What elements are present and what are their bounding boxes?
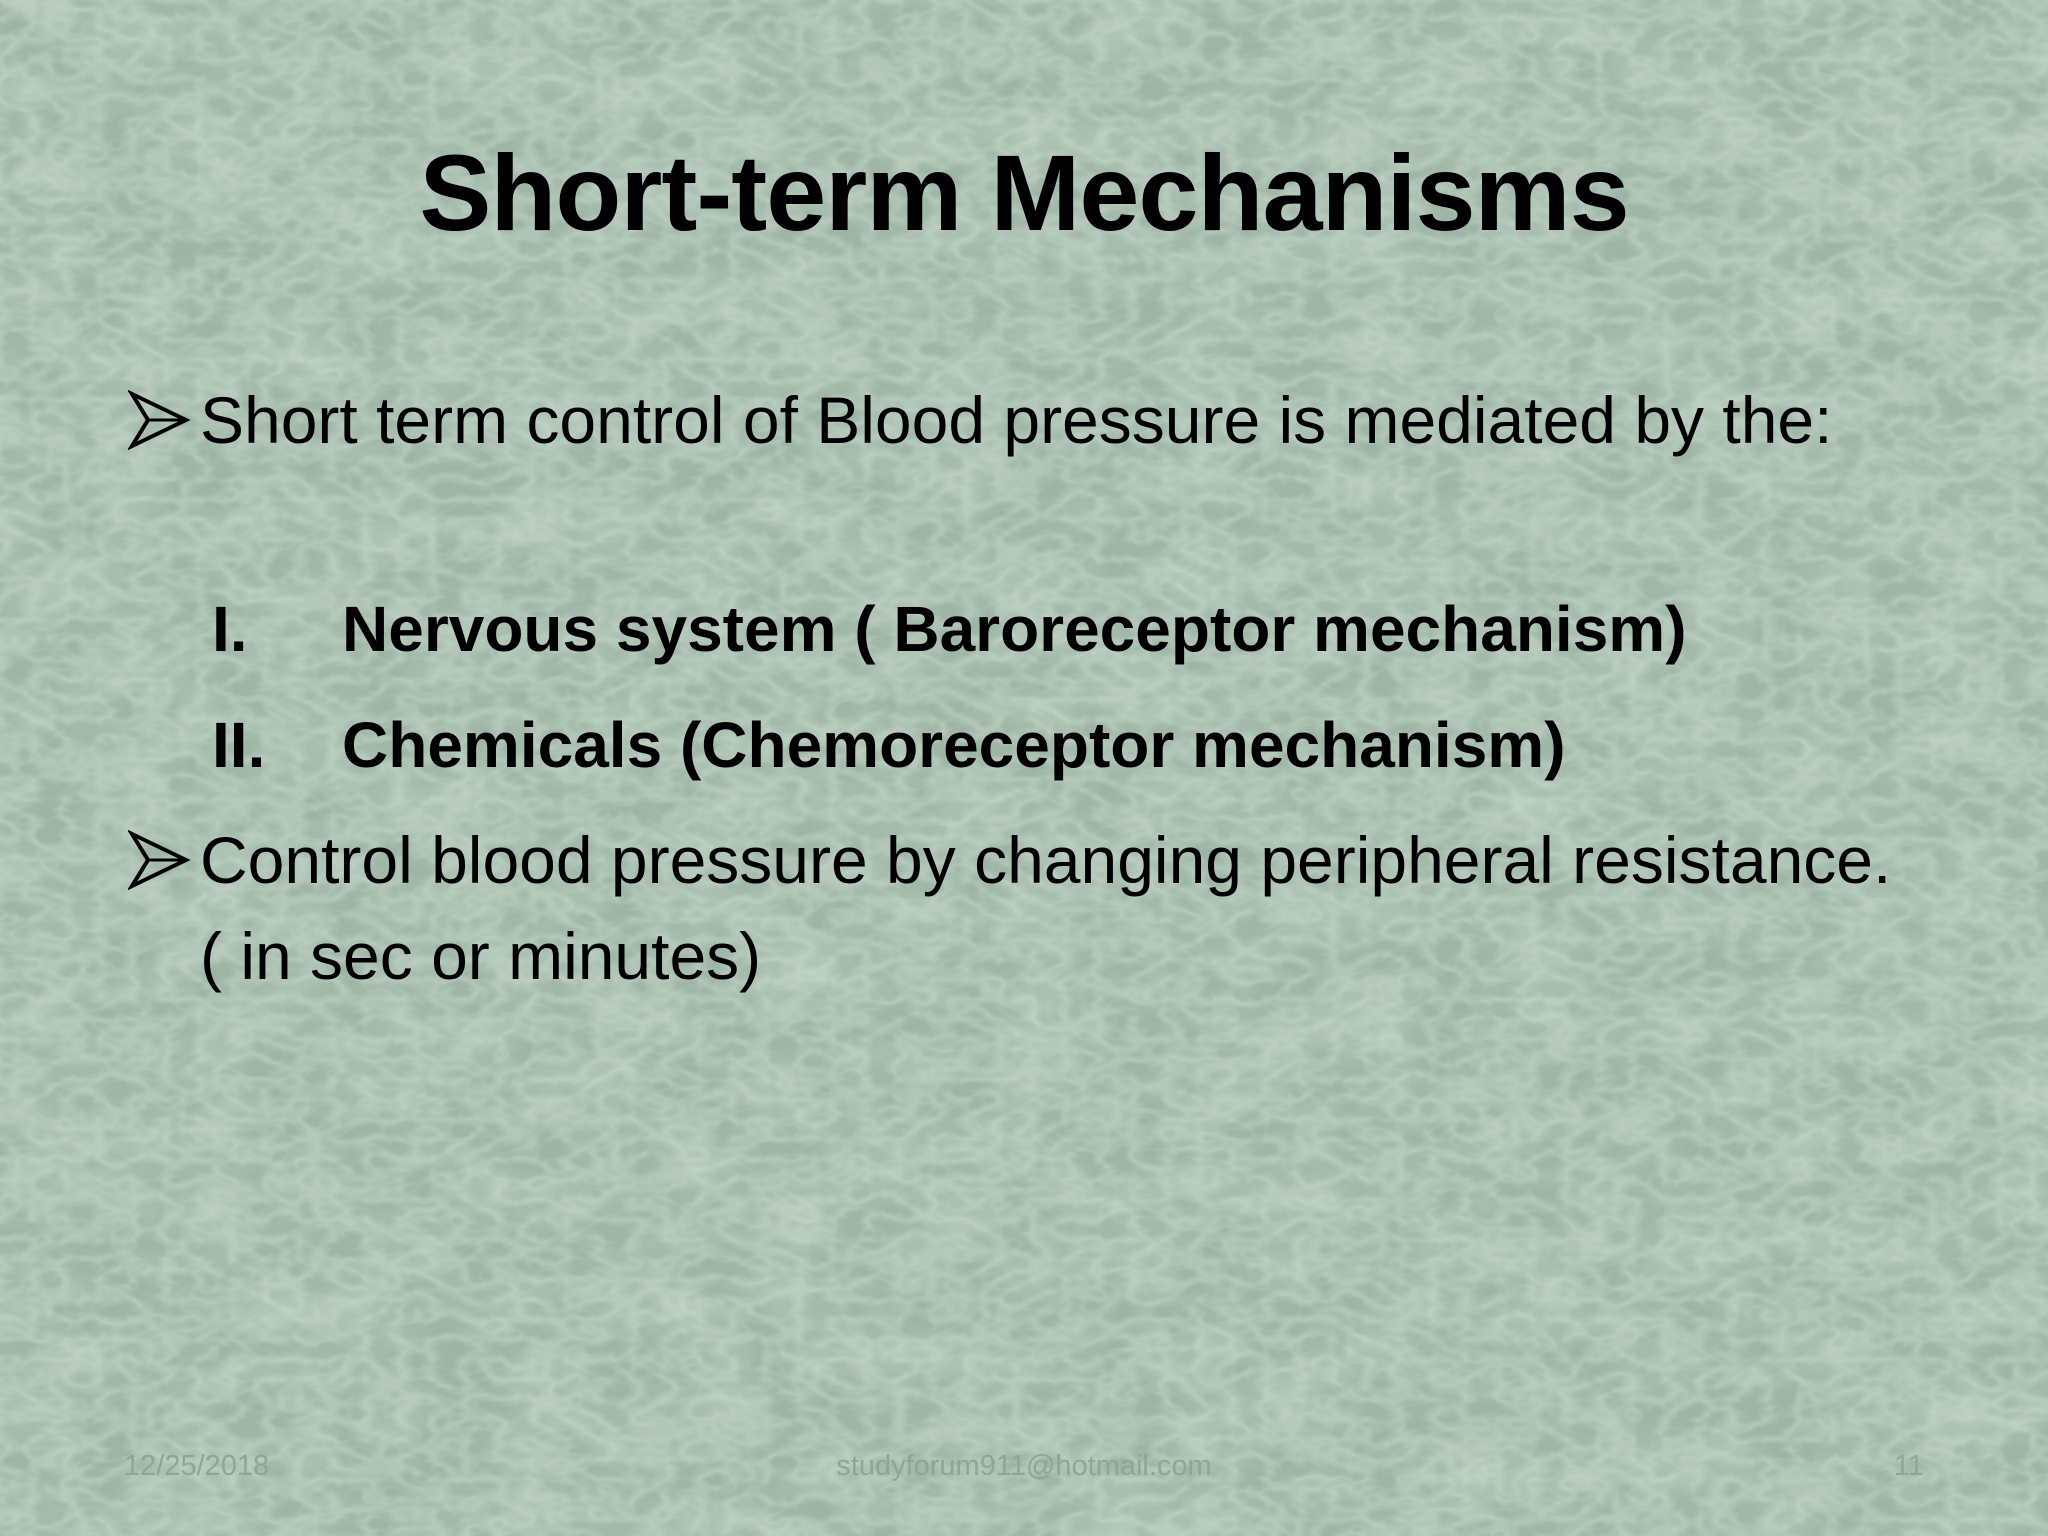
bullet-text: Short term control of Blood pressure is mediated by the:: [200, 383, 1833, 457]
footer-date: 12/25/2018: [124, 1450, 270, 1482]
sub-list-item: [212, 700, 1912, 790]
arrowhead-bullet-icon: [128, 812, 198, 908]
sub-list-number: I.: [212, 593, 248, 665]
sub-list-number: II.: [212, 709, 266, 781]
bullet-item: [128, 372, 1928, 468]
sub-list-item: [212, 584, 1912, 674]
footer-page-number: 11: [1893, 1450, 1924, 1482]
slide-title: Short-term Mechanisms: [419, 132, 1629, 253]
arrowhead-bullet-icon: [128, 372, 198, 468]
bullet-text: Control blood pressure by changing peripheral resistance. ( in sec or minutes): [200, 823, 1892, 993]
sub-list-label: Chemicals (Chemoreceptor mechanism): [342, 709, 1566, 781]
footer-email: studyforum911@hotmail.com: [836, 1450, 1212, 1482]
bullet-item: [128, 812, 1928, 1004]
sub-list-label: Nervous system ( Baroreceptor mechanism): [342, 593, 1687, 665]
